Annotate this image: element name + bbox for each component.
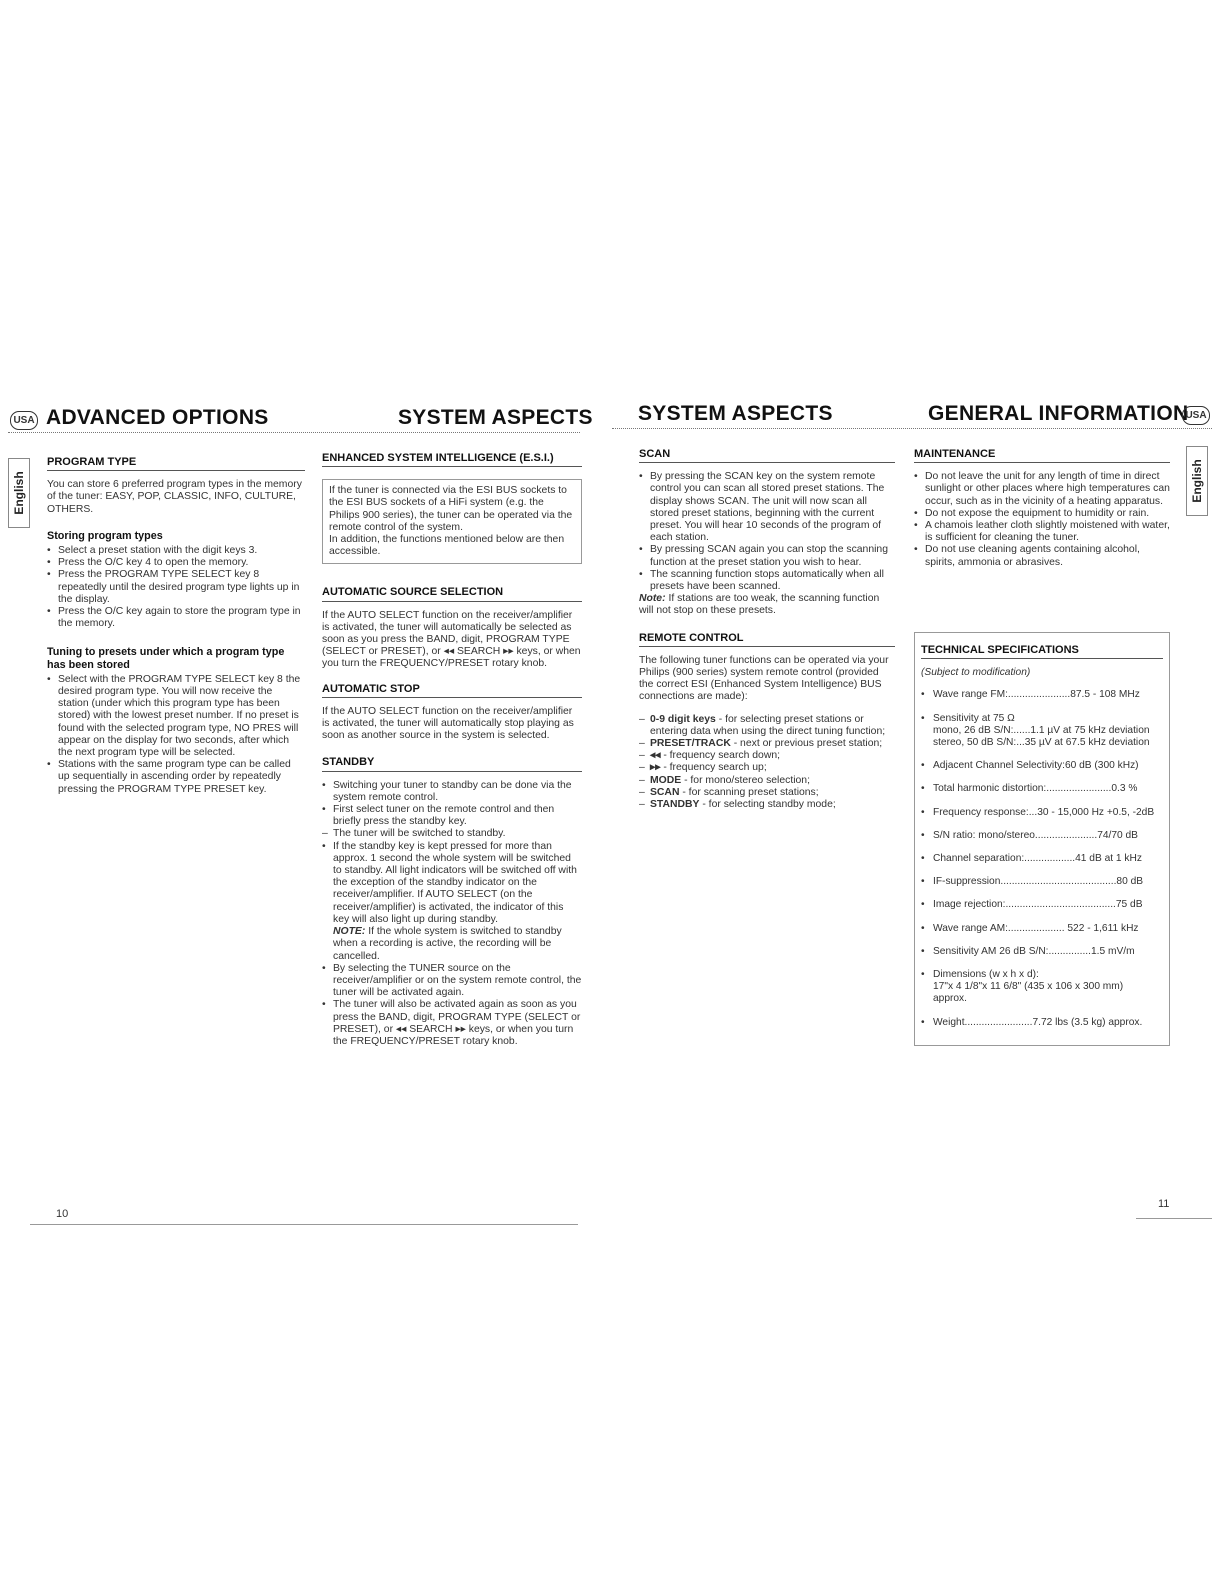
list-item: – MODE - for mono/stereo selection; (639, 775, 895, 787)
header-rule (612, 428, 1212, 429)
list-item: • Press the O/C key again to store the program type in the memory. (47, 606, 305, 630)
program-type-intro: You can store 6 preferred program types in the memory of the tuner: EASY, POP, CLASSIC, INFO, CULTURE, OTHERS. (47, 479, 302, 515)
side-tab-english: English (1186, 446, 1208, 516)
list-item: – 0-9 digit keys - for selecting preset stations or entering data when using the direct tuning function; (639, 714, 895, 738)
spec-item: • Sensitivity at 75 Ω mono, 26 dB S/N:......1.1 µV at 75 kHz deviation stereo, 50 dB S/N:...35 µV at 67.5 kHz deviation (921, 713, 1163, 750)
list-item: • By pressing the SCAN key on the system remote control you can scan all stored preset stations. The display shows SCAN. The unit will now scan all stored preset stations, beginning with the current preset. You will hear 10 seconds of the program of each station. (639, 471, 895, 544)
list-item: – PRESET/TRACK - next or previous preset station; (639, 738, 895, 750)
list-item: • Stations with the same program type can be called up sequentially in ascending order by repeatedly pressing the PROGRAM TYPE PRESET key. (47, 759, 305, 796)
page-number: 11 (1158, 1198, 1170, 1210)
list-item: • Do not expose the equipment to humidity or rain. (914, 508, 1170, 520)
spec-item: • Total harmonic distortion:.......................0.3 % (921, 783, 1163, 795)
list-item: • Switching your tuner to standby can be done via the system remote control. (322, 780, 582, 804)
section-heading: AUTOMATIC STOP (322, 683, 582, 698)
list-item: • First select tuner on the remote control and then briefly press the standby key. (322, 804, 582, 828)
usa-badge: USA (1182, 406, 1210, 425)
list-item: – STANDBY - for selecting standby mode; (639, 799, 895, 811)
spec-item: • Wave range AM:.................... 522 - 1,611 kHz (921, 923, 1163, 935)
storing-heading: Storing program types (47, 529, 163, 542)
note-label: NOTE: (333, 926, 366, 938)
auto-stop-text: If the AUTO SELECT function on the receiver/amplifier is activated, the tuner will automatically stop playing as soon as another source in the system is selected. (322, 705, 574, 742)
auto-source-text: If the AUTO SELECT function on the receiver/amplifier is activated, the tuner will automatically be selected as soon as you press the BAND, digit, PROGRAM TYPE (SELECT or PRESET), or ◂◂ SEARCH ▸▸ keys, or when you turn the FREQUENCY/PRESET rotary knob. (322, 609, 581, 670)
section-heading: STANDBY (322, 756, 582, 771)
note-text: If stations are too weak, the scanning function will not stop on these presets. (639, 593, 880, 617)
page-title-general-information: GENERAL INFORMATION (928, 402, 1189, 425)
note-text: If the whole system is switched to standby when a recording is active, the recording will be cancelled. (333, 926, 562, 962)
program-type-section (47, 456, 305, 796)
spec-item: • Weight........................7.72 lbs (3.5 kg) approx. (921, 1017, 1163, 1029)
spec-item: • Adjacent Channel Selectivity:60 dB (300 kHz) (921, 760, 1163, 772)
section-heading: TECHNICAL SPECIFICATIONS (921, 644, 1163, 659)
specs-list (921, 689, 1163, 1028)
esi-section (322, 452, 582, 1048)
page-title-system-aspects: SYSTEM ASPECTS (398, 406, 593, 429)
spec-item: • Frequency response:...30 - 15,000 Hz +0.5, -2dB (921, 807, 1163, 819)
usa-badge: USA (10, 411, 38, 430)
spec-item: • Channel separation:..................41 dB at 1 kHz (921, 853, 1163, 865)
page-number: 10 (56, 1208, 69, 1220)
list-item: • The scanning function stops automatically when all presets have been scanned. (639, 569, 895, 593)
list-item: • Press the PROGRAM TYPE SELECT key 8 repeatedly until the desired program type lights up in the display. (47, 569, 305, 606)
spec-item: • Sensitivity AM 26 dB S/N:...............1.5 mV/m (921, 946, 1163, 958)
list-item: • Do not leave the unit for any length of time in direct sunlight or other places where high temperatures can occur, such as in the vicinity of a heating apparatus. (914, 471, 1170, 508)
spec-item: • IF-suppression.........................................80 dB (921, 876, 1163, 888)
esi-para1: If the tuner is connected via the ESI BUS sockets to the ESI BUS sockets of a HiFi system (e.g. the Philips 900 series), the tuner can be operated via the remote control of the system. (329, 485, 573, 533)
esi-box (322, 479, 582, 564)
section-heading: AUTOMATIC SOURCE SELECTION (322, 586, 582, 601)
spec-item: • Dimensions (w x h x d): 17"x 4 1/8"x 11 6/8" (435 x 106 x 300 mm) approx. (921, 969, 1163, 1006)
spec-item: • Image rejection:.......................................75 dB (921, 899, 1163, 911)
standby-list (322, 780, 582, 829)
scan-list (639, 471, 895, 593)
spec-item: • Wave range FM:......................87.5 - 108 MHz (921, 689, 1163, 701)
technical-specs-box (914, 632, 1170, 1046)
esi-para2: In addition, the functions mentioned below are then accessible. (329, 534, 565, 558)
remote-intro: The following tuner functions can be operated via your Philips (900 series) system remote control (provided the correct ESI (Enhanced System Intelligence) BUS connections are made): (639, 654, 889, 703)
standby-list-2 (322, 841, 582, 1048)
footer-rule (30, 1224, 578, 1225)
list-item: • If the standby key is kept pressed for more than approx. 1 second the whole system will be switched to standby. All light indicators will be switched off with the exception of the standby indicator on the receiver/amplifier. If AUTO SELECT (on the receiver/amplifier) is activated, the indicator of this key will also light up during standby. NOTE: If the whole system is switched to standby when a recording is active, the recording will be cancelled. (322, 841, 582, 963)
standby-dash-list (322, 828, 582, 840)
section-heading: MAINTENANCE (914, 448, 1170, 463)
list-item: • By selecting the TUNER source on the receiver/amplifier or on the system remote control, the tuner will be activated again. (322, 963, 582, 1000)
tuning-list (47, 674, 305, 796)
maintenance-section (914, 448, 1170, 569)
list-item: • The tuner will also be activated again as soon as you press the BAND, digit, PROGRAM TYPE (SELECT or PRESET), or ◂◂ SEARCH ▸▸ keys, or when you turn the FREQUENCY/PRESET rotary knob. (322, 999, 582, 1048)
section-heading: REMOTE CONTROL (639, 632, 895, 647)
scan-section (639, 448, 895, 811)
page-title-system-aspects: SYSTEM ASPECTS (638, 402, 833, 425)
storing-list (47, 545, 305, 630)
tuning-heading: Tuning to presets under which a program type has been stored (47, 646, 285, 671)
maintenance-list (914, 471, 1170, 569)
section-heading: SCAN (639, 448, 895, 463)
specs-subtitle: (Subject to modification) (921, 667, 1031, 679)
list-item: • Select with the PROGRAM TYPE SELECT key 8 the desired program type. You will now receive the station (under which this program type has been stored) with the lowest preset number. If no preset is found with the selected program type, NO PRES will appear on the display for two seconds, after which the next program type will be selected. (47, 674, 305, 759)
footer-rule (1136, 1218, 1212, 1219)
page-title-advanced-options: ADVANCED OPTIONS (46, 406, 269, 429)
section-heading: PROGRAM TYPE (47, 456, 305, 471)
list-item: • By pressing SCAN again you can stop the scanning function at the preset station you wish to hear. (639, 544, 895, 568)
spec-item: • S/N ratio: mono/stereo......................74/70 dB (921, 830, 1163, 842)
list-item: – The tuner will be switched to standby. (322, 828, 582, 840)
note-label: Note: (639, 593, 666, 605)
header-rule (8, 432, 580, 433)
list-item: – ◂◂ - frequency search down; (639, 750, 895, 762)
list-item: • Press the O/C key 4 to open the memory. (47, 557, 305, 569)
list-item: • A chamois leather cloth slightly moistened with water, is sufficient for cleaning the tuner. (914, 520, 1170, 544)
list-item: • Do not use cleaning agents containing alcohol, spirits, ammonia or abrasives. (914, 544, 1170, 568)
list-item: – SCAN - for scanning preset stations; (639, 787, 895, 799)
list-item: – ▸▸ - frequency search up; (639, 762, 895, 774)
list-item: • Select a preset station with the digit keys 3. (47, 545, 305, 557)
section-heading: ENHANCED SYSTEM INTELLIGENCE (E.S.I.) (322, 452, 582, 467)
side-tab-english: English (8, 458, 30, 528)
remote-list (639, 714, 895, 812)
